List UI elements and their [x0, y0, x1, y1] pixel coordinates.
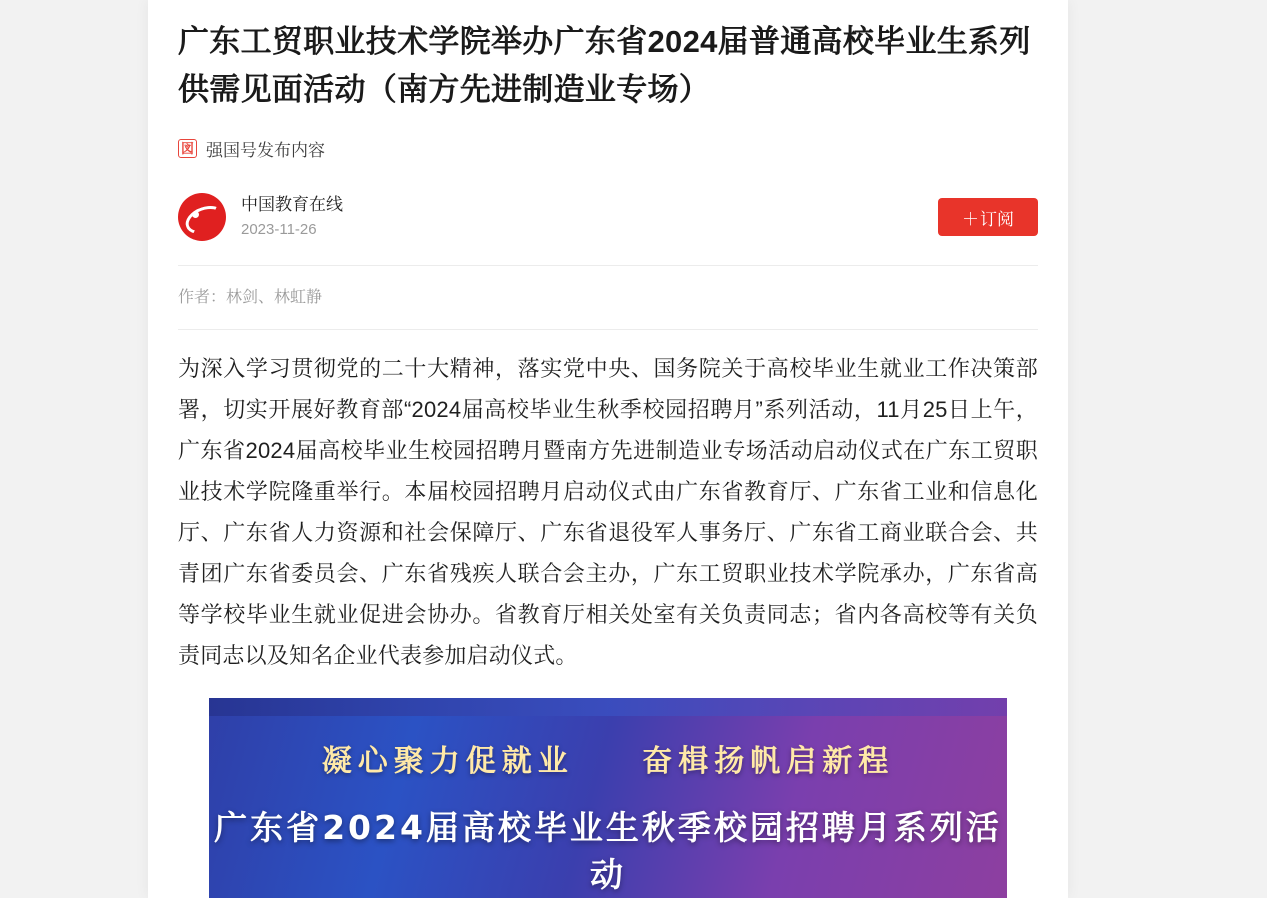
avatar-swoosh-icon [182, 201, 226, 239]
publisher-badge [178, 136, 1038, 161]
avatar[interactable] [178, 193, 226, 241]
stage-slogan-left: 凝心聚力促就业 [321, 744, 574, 779]
article-card [148, 0, 1068, 898]
stage-slogan [209, 736, 1007, 780]
plus-icon: ＋ [962, 209, 979, 229]
writers-line: 作者：林剑、林虹静 [178, 289, 323, 306]
article-paragraph: 为深入学习贯彻党的二十大精神，落实党中央、国务院关于高校毕业生就业工作决策部署，切实开展好教育部“2024届高校毕业生秋季校园招聘月”系列活动，11月25日上午，广东省2024届高校毕业生校园招聘月暨南方先进制造业专场活动启动仪式在广东工贸职业技术学院隆重举行。本届校园招聘月启动仪式由广东省教育厅、广东省工业和信息化厅、广东省人力资源和社会保障厅、广东省退役军人事务厅、广东省工商业联合会、共青团广东省委员会、广东省残疾人联合会主办，广东工贸职业技术学院承办，广东省高等学校毕业生就业促进会协办。省教育厅相关处室有关负责同志；省内各高校等有关负责同志以及知名企业代表参加启动仪式。 [178, 356, 1038, 668]
flag-icon: 図 [178, 139, 197, 158]
event-stage-photo [209, 698, 1007, 898]
subscribe-button[interactable] [938, 198, 1038, 236]
avatar-dot-icon [192, 211, 199, 218]
photo-top-band [209, 698, 1007, 716]
stage-slogan-right: 奋楫扬帆启新程 [642, 744, 895, 779]
stage-sub-slogan: 广东省2024届高校毕业生秋季校园招聘月系列活动 [214, 808, 1002, 894]
publish-date: 2023-11-26 [241, 221, 317, 238]
subscribe-label: 订阅 [980, 209, 1014, 229]
author-name[interactable]: 中国教育在线 [241, 195, 343, 214]
author-meta [241, 193, 343, 241]
page-title: 广东工贸职业技术学院举办广东省2024届普通高校毕业生系列供需见面活动（南方先进制造业专场） [178, 24, 1031, 107]
article-figure [178, 698, 1038, 898]
badge-label: 强国号发布内容 [206, 141, 325, 160]
divider-secondary [178, 329, 1038, 330]
author-row [178, 191, 1038, 243]
